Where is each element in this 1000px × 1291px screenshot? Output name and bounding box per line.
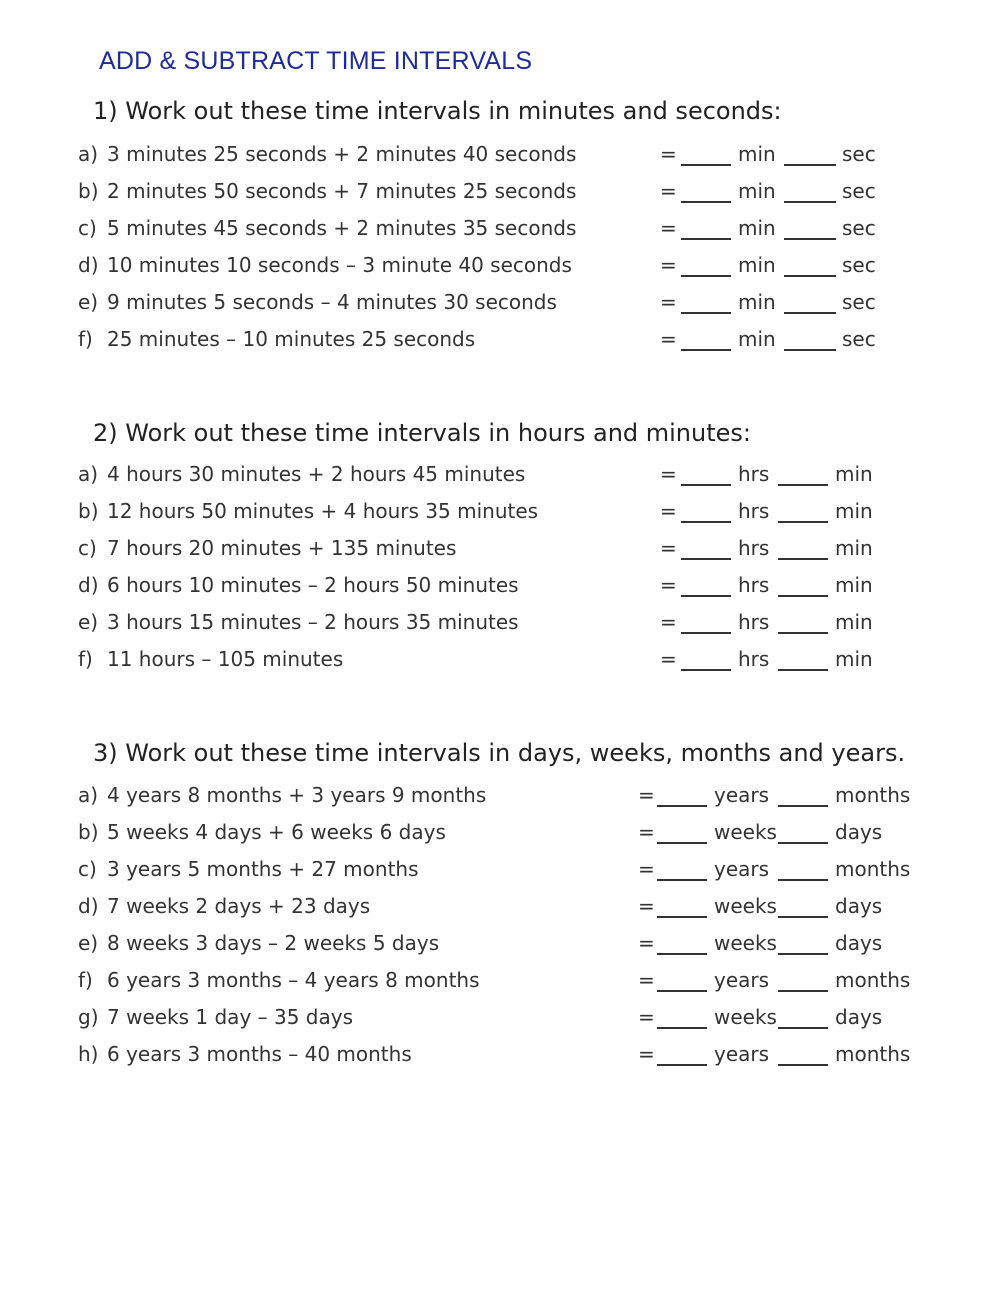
question-expression: 25 minutes – 10 minutes 25 seconds [107, 327, 476, 351]
answer-blank-1[interactable] [657, 1042, 707, 1066]
question-row [0, 783, 1000, 813]
question-expression: 6 years 3 months – 4 years 8 months [107, 968, 480, 992]
question-expression: 3 years 5 months + 27 months [107, 857, 419, 881]
question-letter: d) [78, 573, 99, 597]
answer-blank-2[interactable] [784, 179, 836, 203]
answer-blank-1[interactable] [657, 857, 707, 881]
equals-sign: = [638, 783, 655, 807]
unit-label-1: weeks [714, 820, 777, 844]
question-row [0, 462, 1000, 492]
question-row [0, 820, 1000, 850]
question-expression: 8 weeks 3 days – 2 weeks 5 days [107, 931, 440, 955]
equals-sign: = [638, 1005, 655, 1029]
unit-label-1: min [738, 327, 776, 351]
answer-blank-1[interactable] [681, 179, 731, 203]
question-expression: 4 hours 30 minutes + 2 hours 45 minutes [107, 462, 526, 486]
unit-label-2: min [835, 647, 873, 671]
unit-label-2: min [835, 462, 873, 486]
question-row [0, 610, 1000, 640]
answer-blank-2[interactable] [778, 610, 828, 634]
equals-sign: = [638, 894, 655, 918]
question-row [0, 142, 1000, 172]
question-letter: c) [78, 216, 97, 240]
section-heading: 2) Work out these time intervals in hours and minutes: [93, 419, 751, 447]
question-letter: d) [78, 253, 99, 277]
answer-blank-1[interactable] [681, 327, 731, 351]
answer-blank-2[interactable] [784, 253, 836, 277]
answer-blank-2[interactable] [778, 536, 828, 560]
equals-sign: = [660, 462, 677, 486]
equals-sign: = [660, 573, 677, 597]
question-expression: 9 minutes 5 seconds – 4 minutes 30 seconds [107, 290, 557, 314]
question-letter: c) [78, 536, 97, 560]
question-expression: 11 hours – 105 minutes [107, 647, 344, 671]
unit-label-1: hrs [738, 536, 770, 560]
unit-label-2: min [835, 499, 873, 523]
unit-label-1: weeks [714, 1005, 777, 1029]
answer-blank-2[interactable] [778, 931, 828, 955]
unit-label-2: months [835, 968, 911, 992]
equals-sign: = [660, 253, 677, 277]
question-expression: 7 weeks 1 day – 35 days [107, 1005, 354, 1029]
question-letter: e) [78, 610, 99, 634]
question-letter: e) [78, 290, 99, 314]
answer-blank-2[interactable] [784, 327, 836, 351]
question-letter: f) [78, 647, 93, 671]
answer-blank-2[interactable] [778, 499, 828, 523]
question-letter: e) [78, 931, 99, 955]
question-row [0, 1042, 1000, 1072]
question-expression: 10 minutes 10 seconds – 3 minute 40 seconds [107, 253, 572, 277]
question-letter: b) [78, 499, 99, 523]
unit-label-1: years [714, 783, 770, 807]
question-row [0, 216, 1000, 246]
question-expression: 3 minutes 25 seconds + 2 minutes 40 seconds [107, 142, 577, 166]
unit-label-2: days [835, 931, 883, 955]
unit-label-1: weeks [714, 894, 777, 918]
answer-blank-2[interactable] [778, 968, 828, 992]
equals-sign: = [638, 931, 655, 955]
unit-label-1: min [738, 216, 776, 240]
question-row [0, 1005, 1000, 1035]
equals-sign: = [660, 216, 677, 240]
question-expression: 4 years 8 months + 3 years 9 months [107, 783, 487, 807]
unit-label-1: years [714, 968, 770, 992]
question-expression: 2 minutes 50 seconds + 7 minutes 25 seconds [107, 179, 577, 203]
answer-blank-2[interactable] [778, 647, 828, 671]
unit-label-1: hrs [738, 573, 770, 597]
answer-blank-2[interactable] [784, 216, 836, 240]
answer-blank-1[interactable] [681, 142, 731, 166]
question-letter: a) [78, 783, 99, 807]
answer-blank-1[interactable] [681, 499, 731, 523]
answer-blank-1[interactable] [681, 573, 731, 597]
section-heading: 1) Work out these time intervals in minutes and seconds: [93, 97, 782, 125]
answer-blank-1[interactable] [657, 894, 707, 918]
unit-label-2: months [835, 857, 911, 881]
equals-sign: = [638, 968, 655, 992]
unit-label-1: years [714, 857, 770, 881]
question-letter: g) [78, 1005, 99, 1029]
question-expression: 12 hours 50 minutes + 4 hours 35 minutes [107, 499, 539, 523]
unit-label-2: sec [842, 290, 876, 314]
question-row [0, 499, 1000, 529]
answer-blank-1[interactable] [681, 253, 731, 277]
unit-label-1: hrs [738, 610, 770, 634]
question-row [0, 931, 1000, 961]
answer-blank-2[interactable] [778, 857, 828, 881]
answer-blank-1[interactable] [681, 610, 731, 634]
unit-label-1: weeks [714, 931, 777, 955]
unit-label-2: sec [842, 327, 876, 351]
answer-blank-1[interactable] [657, 783, 707, 807]
answer-blank-2[interactable] [778, 573, 828, 597]
question-expression: 7 hours 20 minutes + 135 minutes [107, 536, 457, 560]
answer-blank-1[interactable] [681, 647, 731, 671]
answer-blank-1[interactable] [657, 931, 707, 955]
answer-blank-2[interactable] [778, 1042, 828, 1066]
answer-blank-2[interactable] [784, 142, 836, 166]
question-row [0, 327, 1000, 357]
unit-label-2: sec [842, 216, 876, 240]
question-letter: b) [78, 179, 99, 203]
question-expression: 5 minutes 45 seconds + 2 minutes 35 seconds [107, 216, 577, 240]
answer-blank-2[interactable] [778, 820, 828, 844]
answer-blank-2[interactable] [778, 462, 828, 486]
unit-label-2: months [835, 1042, 911, 1066]
question-row [0, 968, 1000, 998]
question-letter: b) [78, 820, 99, 844]
unit-label-2: min [835, 610, 873, 634]
answer-blank-1[interactable] [657, 1005, 707, 1029]
answer-blank-1[interactable] [681, 536, 731, 560]
unit-label-1: hrs [738, 499, 770, 523]
unit-label-1: years [714, 1042, 770, 1066]
unit-label-2: sec [842, 142, 876, 166]
question-row [0, 573, 1000, 603]
question-row [0, 536, 1000, 566]
section-heading: 3) Work out these time intervals in days, weeks, months and years. [93, 739, 906, 767]
question-letter: d) [78, 894, 99, 918]
question-letter: a) [78, 462, 99, 486]
question-row [0, 253, 1000, 283]
question-letter: f) [78, 968, 93, 992]
equals-sign: = [660, 179, 677, 203]
unit-label-2: days [835, 1005, 883, 1029]
question-row [0, 290, 1000, 320]
unit-label-2: days [835, 820, 883, 844]
equals-sign: = [660, 610, 677, 634]
answer-blank-2[interactable] [778, 894, 828, 918]
question-expression: 5 weeks 4 days + 6 weeks 6 days [107, 820, 446, 844]
answer-blank-1[interactable] [657, 968, 707, 992]
equals-sign: = [638, 820, 655, 844]
answer-blank-1[interactable] [681, 216, 731, 240]
equals-sign: = [638, 1042, 655, 1066]
answer-blank-1[interactable] [681, 290, 731, 314]
answer-blank-2[interactable] [778, 783, 828, 807]
unit-label-1: min [738, 253, 776, 277]
unit-label-2: months [835, 783, 911, 807]
unit-label-1: min [738, 142, 776, 166]
unit-label-2: sec [842, 253, 876, 277]
question-letter: h) [78, 1042, 99, 1066]
equals-sign: = [660, 142, 677, 166]
question-row [0, 857, 1000, 887]
question-row [0, 647, 1000, 677]
answer-blank-1[interactable] [681, 462, 731, 486]
equals-sign: = [660, 536, 677, 560]
question-row [0, 179, 1000, 209]
equals-sign: = [660, 290, 677, 314]
equals-sign: = [660, 647, 677, 671]
unit-label-1: min [738, 290, 776, 314]
question-expression: 6 years 3 months – 40 months [107, 1042, 412, 1066]
worksheet-title: ADD & SUBTRACT TIME INTERVALS [99, 47, 533, 75]
question-letter: c) [78, 857, 97, 881]
unit-label-2: days [835, 894, 883, 918]
equals-sign: = [660, 327, 677, 351]
question-expression: 7 weeks 2 days + 23 days [107, 894, 371, 918]
question-letter: f) [78, 327, 93, 351]
unit-label-2: min [835, 573, 873, 597]
unit-label-2: sec [842, 179, 876, 203]
equals-sign: = [638, 857, 655, 881]
answer-blank-2[interactable] [778, 1005, 828, 1029]
unit-label-2: min [835, 536, 873, 560]
unit-label-1: hrs [738, 647, 770, 671]
question-row [0, 894, 1000, 924]
equals-sign: = [660, 499, 677, 523]
question-letter: a) [78, 142, 99, 166]
unit-label-1: min [738, 179, 776, 203]
answer-blank-1[interactable] [657, 820, 707, 844]
question-expression: 3 hours 15 minutes – 2 hours 35 minutes [107, 610, 519, 634]
answer-blank-2[interactable] [784, 290, 836, 314]
question-expression: 6 hours 10 minutes – 2 hours 50 minutes [107, 573, 519, 597]
unit-label-1: hrs [738, 462, 770, 486]
